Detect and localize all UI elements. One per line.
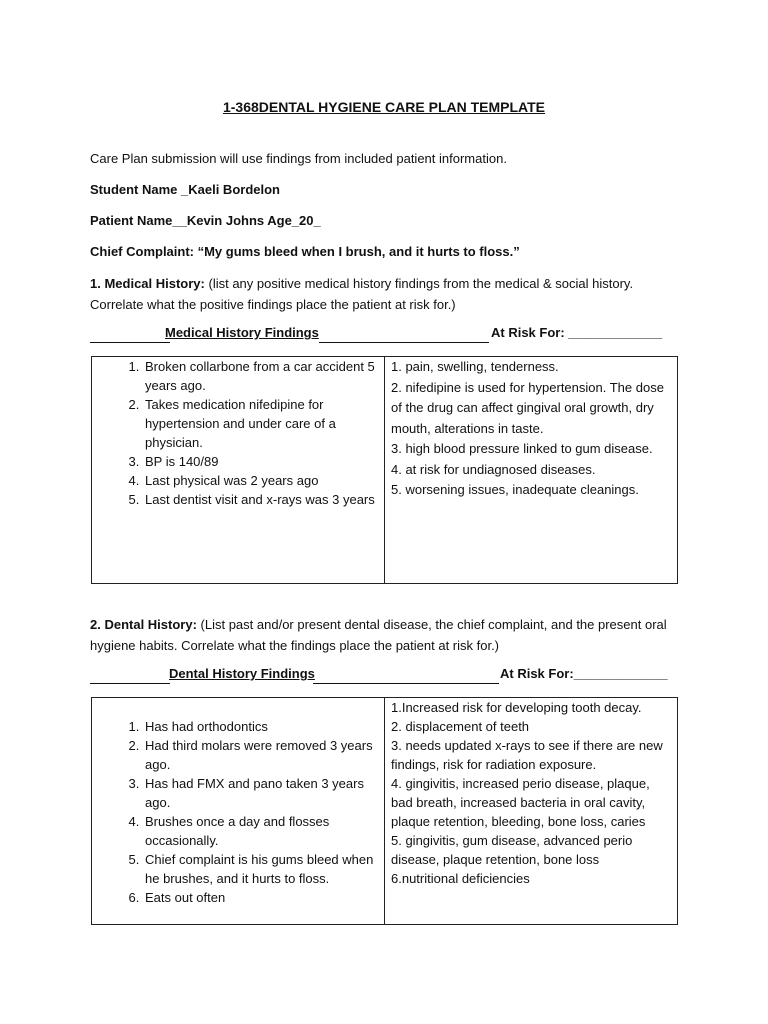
list-item: 2. nifedipine is used for hypertension. The dose of the drug can affect gingival oral growth, dry mouth, alterations in taste. bbox=[391, 379, 664, 436]
dental-risk-cell bbox=[385, 698, 678, 925]
medical-history-heading-text: (list any positive medical history findings from the medical & social history. Correlate what the positive findings place the patient at risk for.) bbox=[90, 276, 634, 312]
medical-findings-cell bbox=[92, 357, 385, 584]
list-item: 5. Last dentist visit and x-rays was 3 years bbox=[143, 490, 384, 509]
list-item: 5. Chief complaint is his gums bleed when he brushes, and it hurts to floss. bbox=[143, 850, 384, 888]
dental-risk-list bbox=[385, 698, 677, 888]
dental-findings-cell bbox=[92, 698, 385, 925]
list-item: 6.nutritional deficiencies bbox=[391, 871, 530, 886]
student-name: Student Name _Kaeli Bordelon bbox=[90, 182, 280, 197]
list-item: 1. Broken collarbone from a car accident 5 years ago. bbox=[143, 357, 384, 395]
dental-history-heading-bold: 2. Dental History: bbox=[90, 617, 197, 632]
header-rule bbox=[313, 683, 499, 684]
page-title: 1-368DENTAL HYGIENE CARE PLAN TEMPLATE bbox=[222, 99, 546, 115]
intro-text: Care Plan submission will use findings from included patient information. bbox=[90, 151, 507, 166]
dental-findings-list bbox=[92, 717, 384, 907]
list-item: 5. gingivitis, gum disease, advanced perio disease, plaque retention, bone loss bbox=[391, 833, 633, 867]
dental-history-table bbox=[91, 697, 678, 925]
medical-risk-list bbox=[385, 357, 677, 501]
medical-risk-header: At Risk For: _____________ bbox=[491, 325, 663, 340]
list-item: 4. Brushes once a day and flosses occasionally. bbox=[143, 812, 384, 850]
dental-history-heading-text: (List past and/or present dental disease, the chief complaint, and the present oral hygiene habits. Correlate what the findings place the patient at risk for.) bbox=[90, 617, 667, 653]
medical-history-heading bbox=[90, 273, 690, 315]
list-item: 3. BP is 140/89 bbox=[143, 452, 384, 471]
dental-column-headers bbox=[90, 666, 680, 686]
medical-findings-list bbox=[92, 357, 384, 509]
header-rule bbox=[90, 683, 170, 684]
list-item: 3. needs updated x-rays to see if there are new findings, risk for radiation exposure. bbox=[391, 738, 663, 772]
medical-risk-cell bbox=[385, 357, 678, 584]
medical-history-table bbox=[91, 356, 678, 584]
list-item: 2. Had third molars were removed 3 years ago. bbox=[143, 736, 384, 774]
dental-risk-header: At Risk For:_____________ bbox=[500, 666, 668, 681]
list-item: 4. Last physical was 2 years ago bbox=[143, 471, 384, 490]
list-item: 1.Increased risk for developing tooth decay. bbox=[391, 700, 642, 715]
list-item: 1. pain, swelling, tenderness. bbox=[391, 359, 559, 374]
dental-history-heading bbox=[90, 614, 690, 656]
list-item: 2. Takes medication nifedipine for hypertension and under care of a physician. bbox=[143, 395, 384, 452]
list-item: 3. high blood pressure linked to gum disease. bbox=[391, 441, 653, 456]
list-item: 4. gingivitis, increased perio disease, plaque, bad breath, increased bacteria in oral cavity, plaque retention, bleeding, bone loss, caries bbox=[391, 776, 650, 829]
medical-column-headers bbox=[90, 325, 680, 345]
list-item: 5. worsening issues, inadequate cleanings. bbox=[391, 482, 639, 497]
list-item: 3. Has had FMX and pano taken 3 years ago. bbox=[143, 774, 384, 812]
patient-name-age: Patient Name__Kevin Johns Age_20_ bbox=[90, 213, 321, 228]
list-item: 4. at risk for undiagnosed diseases. bbox=[391, 461, 596, 477]
list-item: 2. displacement of teeth bbox=[391, 719, 530, 734]
list-item: 6. Eats out often bbox=[143, 888, 384, 907]
header-rule bbox=[319, 342, 489, 343]
header-rule bbox=[90, 342, 170, 343]
list-item: 1. Has had orthodontics bbox=[143, 717, 384, 736]
dental-findings-header: Dental History Findings bbox=[169, 666, 315, 681]
medical-findings-header: Medical History Findings bbox=[165, 325, 319, 340]
chief-complaint: Chief Complaint: “My gums bleed when I brush, and it hurts to floss.” bbox=[90, 244, 520, 259]
medical-history-heading-bold: 1. Medical History: bbox=[90, 276, 205, 291]
